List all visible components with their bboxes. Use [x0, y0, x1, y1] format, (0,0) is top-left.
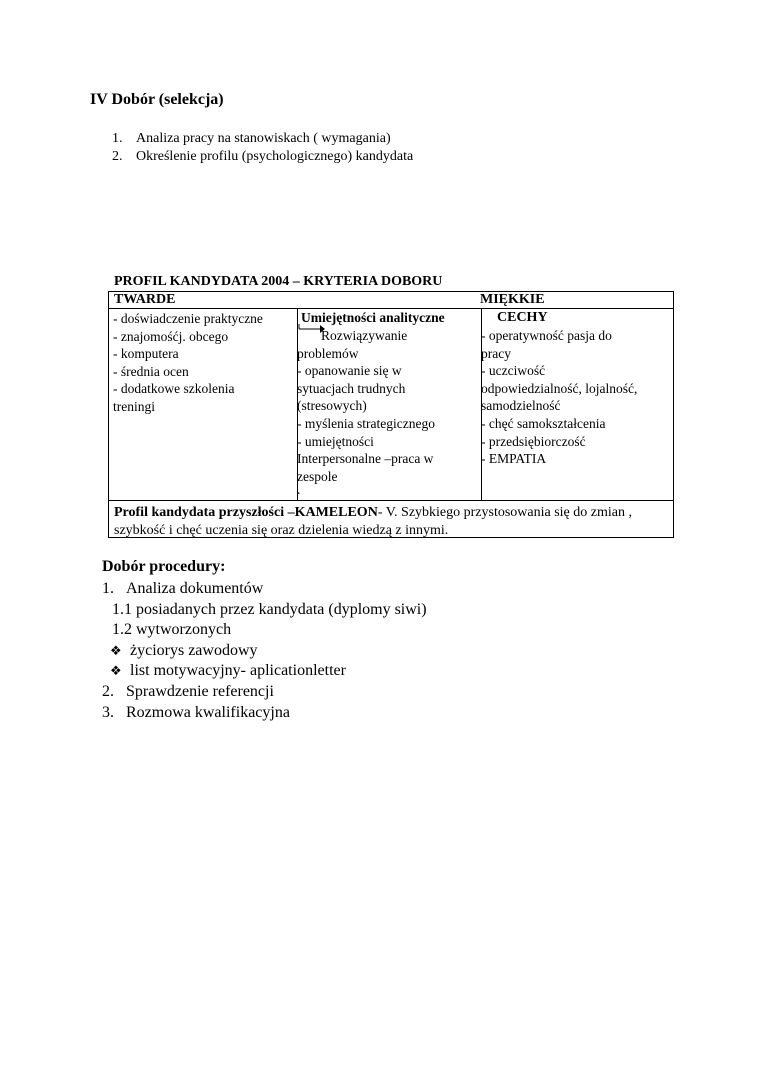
- list-item: - doświadczenie praktyczne: [113, 311, 263, 326]
- list-item: treningi: [113, 398, 155, 414]
- analytical-skills-heading: Umiejętności analityczne: [301, 310, 445, 325]
- list-item: samodzielność: [481, 398, 561, 414]
- list-item: [112, 149, 413, 165]
- list-text: Analiza pracy na stanowiskach ( wymagania): [136, 131, 391, 146]
- list-item: - myślenia strategicznego: [297, 415, 435, 431]
- future-candidate-profile: [114, 504, 670, 539]
- list-item: Interpersonalne –praca w: [297, 451, 434, 467]
- list-item: [102, 620, 427, 641]
- list-text: życiorys zawodowy: [130, 641, 258, 659]
- list-item: - EMPATIA: [481, 451, 547, 467]
- list-item: - chęć samokształcenia: [481, 415, 606, 431]
- list-text: Sprawdzenie referencji: [126, 682, 274, 700]
- list-item: [102, 579, 427, 600]
- traits-heading: CECHY: [497, 310, 548, 325]
- footer-bold: Profil kandydata przyszłości –KAMELEON: [114, 505, 378, 520]
- procedure-list: [102, 579, 427, 723]
- list-item: zespole: [297, 468, 338, 484]
- list-number: 1.: [102, 580, 114, 597]
- list-text: Analiza dokumentów: [126, 580, 264, 597]
- diamond-bullet-icon: ❖: [110, 642, 122, 658]
- list-text: list motywacyjny- aplicationletter: [130, 662, 346, 680]
- list-number: 2.: [112, 149, 123, 164]
- column-header-soft: MIĘKKIE: [480, 292, 545, 307]
- list-item: [112, 131, 391, 147]
- list-item: [102, 682, 427, 703]
- list-number: 2.: [102, 682, 114, 700]
- soft-skills-column: [297, 327, 435, 498]
- list-item: .: [297, 482, 301, 498]
- list-item: - uczciwość: [481, 363, 546, 379]
- list-item: - średnia ocen: [113, 363, 189, 379]
- list-item: sytuacjach trudnych: [297, 380, 406, 396]
- list-item: - znajomośćj. obcego: [113, 328, 229, 344]
- procedure-title: Dobór procedury:: [102, 558, 226, 575]
- list-item: Rozwiązywanie: [321, 328, 408, 343]
- list-item: - przedsiębiorczość: [481, 433, 586, 449]
- list-item: [102, 600, 427, 621]
- list-item: [102, 661, 427, 682]
- list-number: 1.: [112, 131, 123, 146]
- list-item: pracy: [481, 345, 511, 361]
- list-item: - umiejętności: [297, 433, 374, 449]
- list-text: Rozmowa kwalifikacyjna: [126, 703, 290, 721]
- list-item: - operatywność pasja do: [481, 328, 612, 343]
- list-item: - opanowanie się w: [297, 363, 402, 379]
- list-item: (stresowych): [297, 398, 367, 414]
- table-divider: [109, 308, 673, 309]
- list-item: odpowiedzialność, lojalność,: [481, 380, 638, 396]
- list-item: - komputera: [113, 346, 179, 362]
- traits-column: [481, 327, 637, 468]
- table-title: PROFIL KANDYDATA 2004 – KRYTERIA DOBORU: [114, 274, 443, 289]
- footer-text: - V. Szybkiego przystosowania się do zmian , szybkość i chęć uczenia się oraz dzielenia wiedzą z innymi.: [114, 505, 632, 538]
- diamond-bullet-icon: ❖: [110, 663, 122, 679]
- list-item: - dodatkowe szkolenia: [113, 381, 235, 397]
- list-text: Określenie profilu (psychologicznego) kandydata: [136, 149, 414, 164]
- list-text: 1.2 wytworzonych: [112, 621, 232, 639]
- list-item: [102, 703, 427, 724]
- list-item: [102, 641, 427, 662]
- list-item: problemów: [297, 345, 359, 361]
- table-divider: [109, 500, 673, 501]
- hard-skills-column: [113, 310, 263, 416]
- list-text: 1.1 posiadanych przez kandydata (dyplomy siwi): [112, 600, 427, 618]
- column-header-hard: TWARDE: [114, 292, 176, 307]
- list-number: 3.: [102, 703, 114, 721]
- section-title: IV Dobór (selekcja): [90, 91, 224, 108]
